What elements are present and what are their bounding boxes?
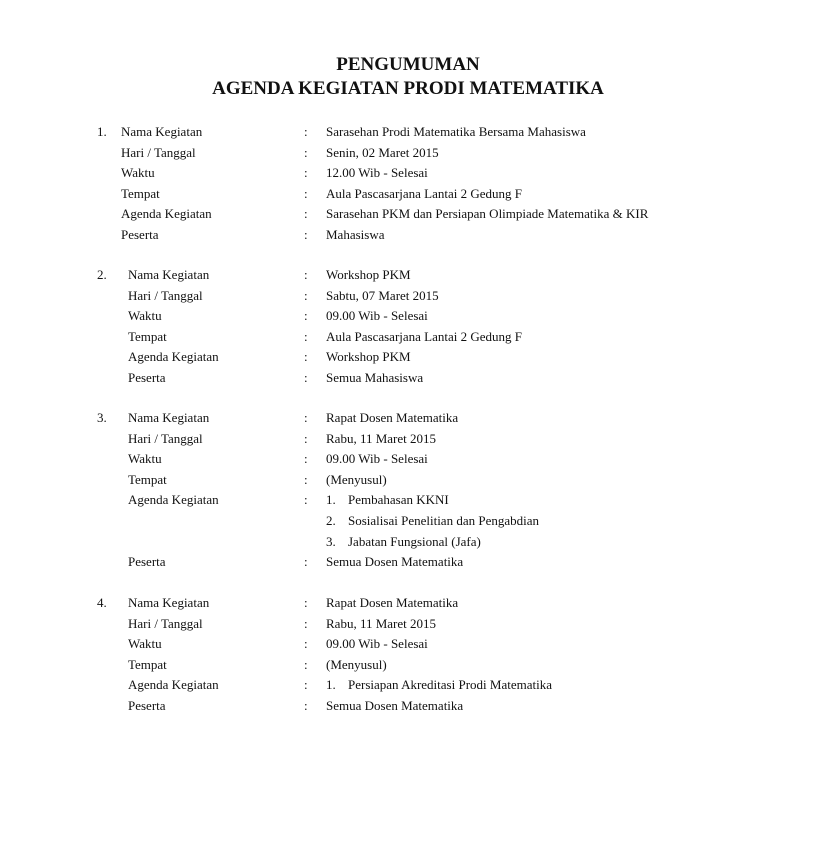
item-number: 4. <box>97 595 107 610</box>
value-hari: Sabtu, 07 Maret 2015 <box>326 287 439 303</box>
value-tempat: Aula Pascasarjana Lantai 2 Gedung F <box>326 185 523 201</box>
row-nama <box>0 593 816 614</box>
value-hari: Rabu, 11 Maret 2015 <box>326 615 436 631</box>
value-tempat: (Menyusul) <box>326 656 387 672</box>
label-nama: Nama Kegiatan <box>128 595 210 610</box>
agenda-list-number: 2. <box>326 512 336 528</box>
label-agenda: Agenda Kegiatan <box>121 206 212 222</box>
colon: : <box>304 595 308 610</box>
row-hari <box>0 614 816 635</box>
label-agenda: Agenda Kegiatan <box>128 349 219 365</box>
label-hari: Hari / Tanggal <box>121 144 196 160</box>
colon: : <box>304 410 308 425</box>
colon: : <box>304 185 308 201</box>
row-nama <box>0 122 816 143</box>
colon: : <box>304 124 308 139</box>
label-peserta: Peserta <box>128 369 166 385</box>
row-peserta <box>0 368 816 389</box>
value-nama: Sarasehan Prodi Matematika Bersama Mahasiswa <box>326 124 586 139</box>
row-tempat <box>0 655 816 676</box>
row-agenda <box>0 347 816 368</box>
colon: : <box>304 206 308 222</box>
value-waktu: 09.00 Wib - Selesai <box>326 308 428 324</box>
label-agenda: Agenda Kegiatan <box>128 492 219 508</box>
item-number: 1. <box>97 124 107 139</box>
label-nama: Nama Kegiatan <box>121 124 203 139</box>
row-hari <box>0 429 816 450</box>
label-tempat: Tempat <box>128 328 167 344</box>
colon: : <box>304 697 308 713</box>
agenda-item-1 <box>0 122 816 246</box>
colon: : <box>304 471 308 487</box>
label-peserta: Peserta <box>128 554 166 570</box>
row-peserta <box>0 696 816 717</box>
row-waktu <box>0 306 816 327</box>
colon: : <box>304 615 308 631</box>
colon: : <box>304 369 308 385</box>
value-waktu: 09.00 Wib - Selesai <box>326 451 428 467</box>
agenda-item-4 <box>0 593 816 717</box>
agenda-item-2 <box>0 265 816 389</box>
row-waktu <box>0 449 816 470</box>
agenda-list-item: Jabatan Fungsional (Jafa) <box>348 533 481 549</box>
agenda-list-number: 3. <box>326 533 336 549</box>
colon: : <box>304 554 308 570</box>
page-title: PENGUMUMAN <box>336 54 480 75</box>
value-nama: Rapat Dosen Matematika <box>326 595 459 610</box>
row-agenda <box>0 204 816 225</box>
value-agenda: Sarasehan PKM dan Persiapan Olimpiade Matematika & KIR <box>326 206 649 222</box>
row-nama <box>0 265 816 286</box>
row-waktu <box>0 634 816 655</box>
value-peserta: Mahasiswa <box>326 226 385 242</box>
value-peserta: Semua Dosen Matematika <box>326 697 464 713</box>
colon: : <box>304 144 308 160</box>
colon: : <box>304 492 308 508</box>
value-peserta: Semua Mahasiswa <box>326 369 424 385</box>
agenda-list-item: Pembahasan KKNI <box>348 492 449 508</box>
colon: : <box>304 267 308 282</box>
agenda-list-number: 1. <box>326 492 336 508</box>
colon: : <box>304 677 308 693</box>
label-waktu: Waktu <box>128 308 162 324</box>
agenda-list-number: 1. <box>326 677 336 693</box>
row-nama <box>0 408 816 429</box>
label-waktu: Waktu <box>121 165 155 181</box>
colon: : <box>304 430 308 446</box>
agenda-list-item: Sosialisai Penelitian dan Pengabdian <box>348 512 539 528</box>
colon: : <box>304 308 308 324</box>
colon: : <box>304 656 308 672</box>
label-nama: Nama Kegiatan <box>128 267 210 282</box>
label-hari: Hari / Tanggal <box>128 615 203 631</box>
agenda-item-3 <box>0 408 816 573</box>
value-tempat: Aula Pascasarjana Lantai 2 Gedung F <box>326 328 523 344</box>
row-agenda <box>0 490 816 511</box>
page-subtitle: AGENDA KEGIATAN PRODI MATEMATIKA <box>212 78 604 99</box>
label-nama: Nama Kegiatan <box>128 410 210 425</box>
value-tempat: (Menyusul) <box>326 471 387 487</box>
agenda-list-item: Persiapan Akreditasi Prodi Matematika <box>348 677 552 693</box>
row-hari <box>0 143 816 164</box>
colon: : <box>304 636 308 652</box>
row-tempat <box>0 470 816 491</box>
colon: : <box>304 165 308 181</box>
label-hari: Hari / Tanggal <box>128 430 203 446</box>
value-nama: Rapat Dosen Matematika <box>326 410 459 425</box>
value-agenda: Workshop PKM <box>326 349 411 365</box>
colon: : <box>304 451 308 467</box>
label-peserta: Peserta <box>121 226 159 242</box>
colon: : <box>304 287 308 303</box>
value-nama: Workshop PKM <box>326 267 411 282</box>
label-peserta: Peserta <box>128 697 166 713</box>
label-tempat: Tempat <box>128 471 167 487</box>
item-number: 2. <box>97 267 107 282</box>
label-tempat: Tempat <box>128 656 167 672</box>
colon: : <box>304 226 308 242</box>
row-agenda-cont <box>0 511 816 532</box>
row-agenda <box>0 675 816 696</box>
value-hari: Senin, 02 Maret 2015 <box>326 144 439 160</box>
value-waktu: 12.00 Wib - Selesai <box>326 165 428 181</box>
colon: : <box>304 349 308 365</box>
label-tempat: Tempat <box>121 185 160 201</box>
colon: : <box>304 328 308 344</box>
item-number: 3. <box>97 410 107 425</box>
value-hari: Rabu, 11 Maret 2015 <box>326 430 436 446</box>
label-hari: Hari / Tanggal <box>128 287 203 303</box>
value-peserta: Semua Dosen Matematika <box>326 554 464 570</box>
value-waktu: 09.00 Wib - Selesai <box>326 636 428 652</box>
row-waktu <box>0 163 816 184</box>
row-tempat <box>0 184 816 205</box>
row-peserta <box>0 552 816 573</box>
row-peserta <box>0 225 816 246</box>
label-agenda: Agenda Kegiatan <box>128 677 219 693</box>
label-waktu: Waktu <box>128 451 162 467</box>
row-tempat <box>0 327 816 348</box>
label-waktu: Waktu <box>128 636 162 652</box>
row-agenda-cont <box>0 532 816 553</box>
row-hari <box>0 286 816 307</box>
